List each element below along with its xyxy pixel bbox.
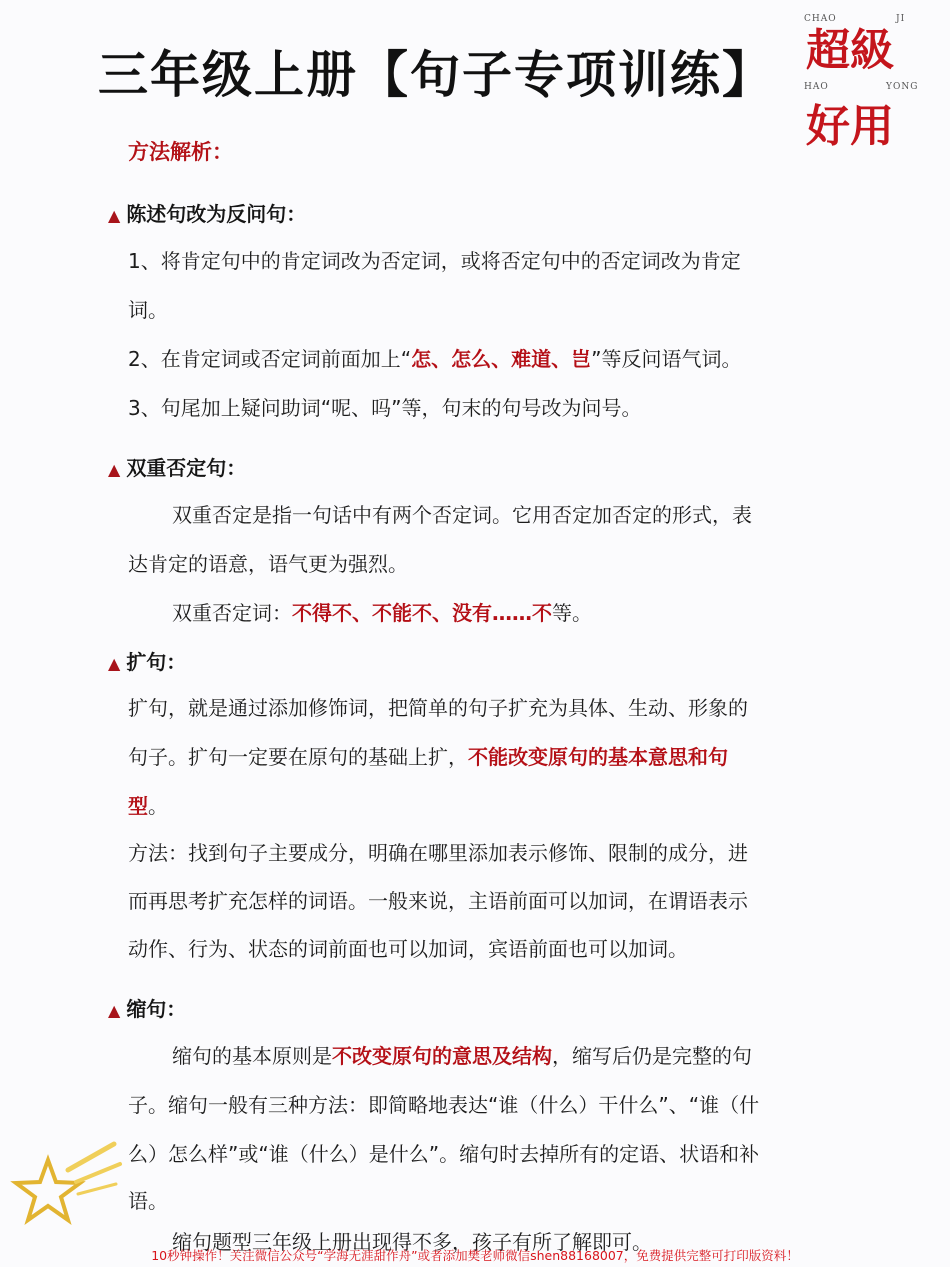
text-segment: 2、在肯定词或否定词前面加上“ <box>128 347 412 371</box>
highlight-text: 不改变原句的意思及结构 <box>332 1044 552 1068</box>
highlight-text: 怎、怎么、难道、岂 <box>411 347 592 371</box>
paragraph-line: 子。缩句一般有三种方法：即简略地表达“谁（什么）干什么”、“谁（什 <box>128 1093 760 1117</box>
paragraph-line: 缩句题型三年级上册出现得不多，孩子有所了解即可。 <box>172 1230 652 1254</box>
logo-pinyin-hao: HAO <box>804 82 829 92</box>
triangle-icon: ▲ <box>108 206 121 225</box>
triangle-icon: ▲ <box>108 460 121 479</box>
logo-pinyin-chao: CHAO <box>804 14 837 24</box>
paragraph-line <box>172 597 592 626</box>
section-heading-text: 扩句： <box>126 650 187 674</box>
text-segment: ”等反问语气词。 <box>591 347 742 371</box>
paragraph-line: 词。 <box>128 298 168 322</box>
section-heading-text: 缩句： <box>126 997 187 1021</box>
highlight-text: 不得不、不能不、没有……不 <box>292 601 552 625</box>
text-segment: 双重否定词： <box>172 601 292 625</box>
highlight-text: 不能改变原句的基本意思和句 <box>468 745 728 769</box>
paragraph-line: 1、将肯定句中的肯定词改为否定词，或将否定句中的否定词改为肯定 <box>128 249 741 273</box>
section-heading-double-negative <box>108 452 246 481</box>
star-icon <box>4 1130 124 1240</box>
paragraph-line <box>128 741 728 770</box>
paragraph-line: 达肯定的语意，语气更为强烈。 <box>128 552 408 576</box>
paragraph-line: 语。 <box>128 1189 168 1213</box>
footer-notice: 10秒钟操作！关注微信公众号“学海无涯甜作舟”或者添加樊老师微信shen88168007，免费提供完整可打印版资料！ <box>151 1248 799 1263</box>
paragraph-line: 方法：找到句子主要成分，明确在哪里添加表示修饰、限制的成分，进 <box>128 841 748 865</box>
logo-pinyin-yong: YONG <box>886 82 919 92</box>
text-segment: ，缩写后仍是完整的句 <box>552 1044 752 1068</box>
text-segment: 缩句的基本原则是 <box>172 1044 332 1068</box>
section-heading-condense <box>108 993 186 1022</box>
section-heading-text: 陈述句改为反问句： <box>126 202 307 226</box>
page-title: 三年级上册【句子专项训练】 <box>98 46 774 104</box>
paragraph-line: 而再思考扩充怎样的词语。一般来说，主语前面可以加词，在谓语表示 <box>128 889 748 913</box>
logo <box>800 8 930 168</box>
logo-line2: 好用 <box>806 101 894 152</box>
logo-line1: 超級 <box>806 25 894 76</box>
paragraph-line: 双重否定是指一句话中有两个否定词。它用否定加否定的形式，表 <box>172 503 752 527</box>
section-heading-text: 双重否定句： <box>126 456 247 480</box>
section-heading-rhetorical <box>108 198 306 227</box>
paragraph-line: 么）怎么样”或“谁（什么）是什么”。缩句时去掉所有的定语、状语和补 <box>128 1142 760 1166</box>
section-heading-expand <box>108 646 186 675</box>
text-segment: 。 <box>148 794 168 818</box>
method-heading: 方法解析： <box>128 140 233 164</box>
logo-pinyin-ji: JI <box>896 14 906 24</box>
triangle-icon: ▲ <box>108 1001 121 1020</box>
text-segment: 等。 <box>552 601 592 625</box>
paragraph-line <box>128 790 168 819</box>
triangle-icon: ▲ <box>108 654 121 673</box>
text-segment: 句子。扩句一定要在原句的基础上扩， <box>128 745 468 769</box>
paragraph-line <box>128 343 741 372</box>
paragraph-line: 3、句尾加上疑问助词“呢、吗”等，句末的句号改为问号。 <box>128 396 642 420</box>
paragraph-line <box>172 1040 752 1069</box>
highlight-text: 型 <box>128 794 148 818</box>
paragraph-line: 动作、行为、状态的词前面也可以加词，宾语前面也可以加词。 <box>128 937 688 961</box>
paragraph-line: 扩句，就是通过添加修饰词，把简单的句子扩充为具体、生动、形象的 <box>128 696 748 720</box>
